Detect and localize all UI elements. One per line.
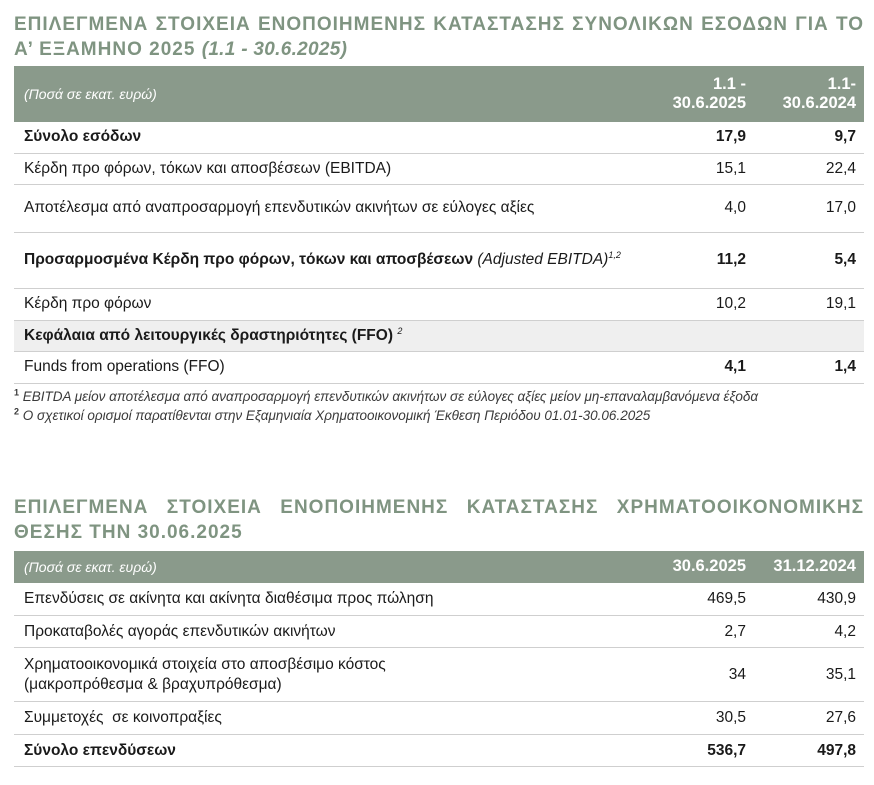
row-value-2025: 10,2 xyxy=(636,288,748,320)
position-units-label: (Ποσά σε εκατ. ευρώ) xyxy=(14,551,636,583)
row-label: Σύνολο επενδύσεων xyxy=(14,735,636,767)
income-table xyxy=(14,66,864,384)
row-value-2024: 497,8 xyxy=(748,735,864,767)
row-value-2024: 5,4 xyxy=(748,232,864,288)
row-value-2024: 430,9 xyxy=(748,583,864,616)
footnote-mark: 2 xyxy=(14,406,20,416)
row-value-2024 xyxy=(748,320,864,351)
row-label: Προκαταβολές αγοράς επενδυτικών ακινήτων xyxy=(14,616,636,648)
position-col1-header: 30.6.2025 xyxy=(636,551,748,583)
income-col2-line1: 1.1- xyxy=(827,75,856,93)
row-label-continued: (μακροπρόθεσμα & βραχυπρόθεσμα) xyxy=(24,675,282,693)
table-row-subheading xyxy=(14,320,864,351)
row-label: Συμμετοχές σε κοινοπραξίες xyxy=(14,702,636,735)
row-label: Χρηματοοικονομικά στοιχεία στο αποσβέσιμο κόστος xyxy=(24,655,386,673)
footnote-2 xyxy=(14,406,864,425)
income-col1-header xyxy=(636,66,748,122)
row-value-2025: 469,5 xyxy=(636,583,748,616)
row-label-ffo-heading xyxy=(14,320,636,351)
row-value-2024: 17,0 xyxy=(748,184,864,232)
row-label-suffix: (Adjusted EBITDA) xyxy=(477,251,609,268)
row-label-two-line xyxy=(14,648,636,702)
income-units-label: (Ποσά σε εκατ. ευρώ) xyxy=(14,66,636,122)
table-row xyxy=(14,153,864,184)
document-page xyxy=(14,12,864,767)
row-label: Αποτέλεσμα από αναπροσαρμογή επενδυτικών ακινήτων σε εύλογες αξίες xyxy=(14,184,636,232)
row-label: Σύνολο εσόδων xyxy=(14,122,636,153)
row-value-2025 xyxy=(636,320,748,351)
footnote-ref: 1,2 xyxy=(608,249,621,260)
row-value-2024: 27,6 xyxy=(748,702,864,735)
position-table xyxy=(14,551,864,768)
row-value-2025: 2,7 xyxy=(636,616,748,648)
row-value-2024: 9,7 xyxy=(748,122,864,153)
row-value-2024: 1,4 xyxy=(748,351,864,383)
row-value-2024: 19,1 xyxy=(748,288,864,320)
income-col1-line2: 30.6.2025 xyxy=(672,94,746,112)
position-title-text: ΕΠΙΛΕΓΜΕΝΑ ΣΤΟΙΧΕΙΑ ΕΝΟΠΟΙΗΜΕΝΗΣ ΚΑΤΑΣΤΑΣΗΣ ΧΡΗΜΑΤΟΟΙΚΟΝΟΜΙΚΗΣ ΘΕΣΗΣ ΤΗΝ 30.06.2025 xyxy=(14,496,864,543)
footnote-text: Ο σχετικοί ορισμοί παρατίθενται στην Εξαμηνιαία Χρηματοοικονομική Έκθεση Περιόδου 01.01-30.06.2025 xyxy=(22,407,651,423)
row-value-2024: 4,2 xyxy=(748,616,864,648)
row-value-2025: 34 xyxy=(636,648,748,702)
row-value-2025: 536,7 xyxy=(636,735,748,767)
income-col2-line2: 30.6.2024 xyxy=(782,94,856,112)
table-row xyxy=(14,351,864,383)
footnote-text: EBITDA μείον αποτέλεσμα από αναπροσαρμογή επενδυτικών ακινήτων σε εύλογες αξίες μείον μη-επαναλαμβανόμενα έξοδα xyxy=(22,388,759,404)
income-col2-header xyxy=(748,66,864,122)
table-row xyxy=(14,232,864,288)
row-value-2025: 11,2 xyxy=(636,232,748,288)
row-value-2025: 4,0 xyxy=(636,184,748,232)
row-value-2025: 30,5 xyxy=(636,702,748,735)
position-section-title xyxy=(14,495,864,545)
table-row-total xyxy=(14,735,864,767)
row-label: Funds from operations (FFO) xyxy=(14,351,636,383)
income-col1-line1: 1.1 - xyxy=(712,75,746,93)
row-value-2025: 4,1 xyxy=(636,351,748,383)
row-label: Κέρδη προ φόρων, τόκων και αποσβέσεων (EBITDA) xyxy=(14,153,636,184)
income-title-period: (1.1 - 30.6.2025) xyxy=(201,39,348,60)
table-row xyxy=(14,702,864,735)
income-table-header xyxy=(14,66,864,122)
table-row xyxy=(14,288,864,320)
row-value-2024: 35,1 xyxy=(748,648,864,702)
footnote-1 xyxy=(14,387,864,406)
position-col2-header: 31.12.2024 xyxy=(748,551,864,583)
row-label-adjusted-ebitda xyxy=(14,232,636,288)
table-row xyxy=(14,583,864,616)
row-label: Επενδύσεις σε ακίνητα και ακίνητα διαθέσιμα προς πώληση xyxy=(14,583,636,616)
income-footnotes xyxy=(14,387,864,425)
income-title-text: ΕΠΙΛΕΓΜΕΝΑ ΣΤΟΙΧΕΙΑ ΕΝΟΠΟΙΗΜΕΝΗΣ ΚΑΤΑΣΤΑΣΗΣ ΣΥΝΟΛΙΚΩΝ ΕΣΟΔΩΝ ΓΙΑ ΤΟ Α’ ΕΞΑΜΗΝΟ 2025 xyxy=(14,14,864,60)
row-label: Κεφάλαια από λειτουργικές δραστηριότητες (FFO) xyxy=(24,326,393,344)
position-table-header xyxy=(14,551,864,583)
row-value-2024: 22,4 xyxy=(748,153,864,184)
table-row xyxy=(14,184,864,232)
footnote-mark: 1 xyxy=(14,387,20,397)
row-label: Προσαρμοσμένα Κέρδη προ φόρων, τόκων και αποσβέσεων xyxy=(24,251,474,268)
row-value-2025: 17,9 xyxy=(636,122,748,153)
table-row xyxy=(14,616,864,648)
footnote-ref: 2 xyxy=(397,325,403,336)
table-row xyxy=(14,648,864,702)
row-value-2025: 15,1 xyxy=(636,153,748,184)
table-row xyxy=(14,122,864,153)
income-section-title xyxy=(14,12,864,62)
row-label: Κέρδη προ φόρων xyxy=(14,288,636,320)
